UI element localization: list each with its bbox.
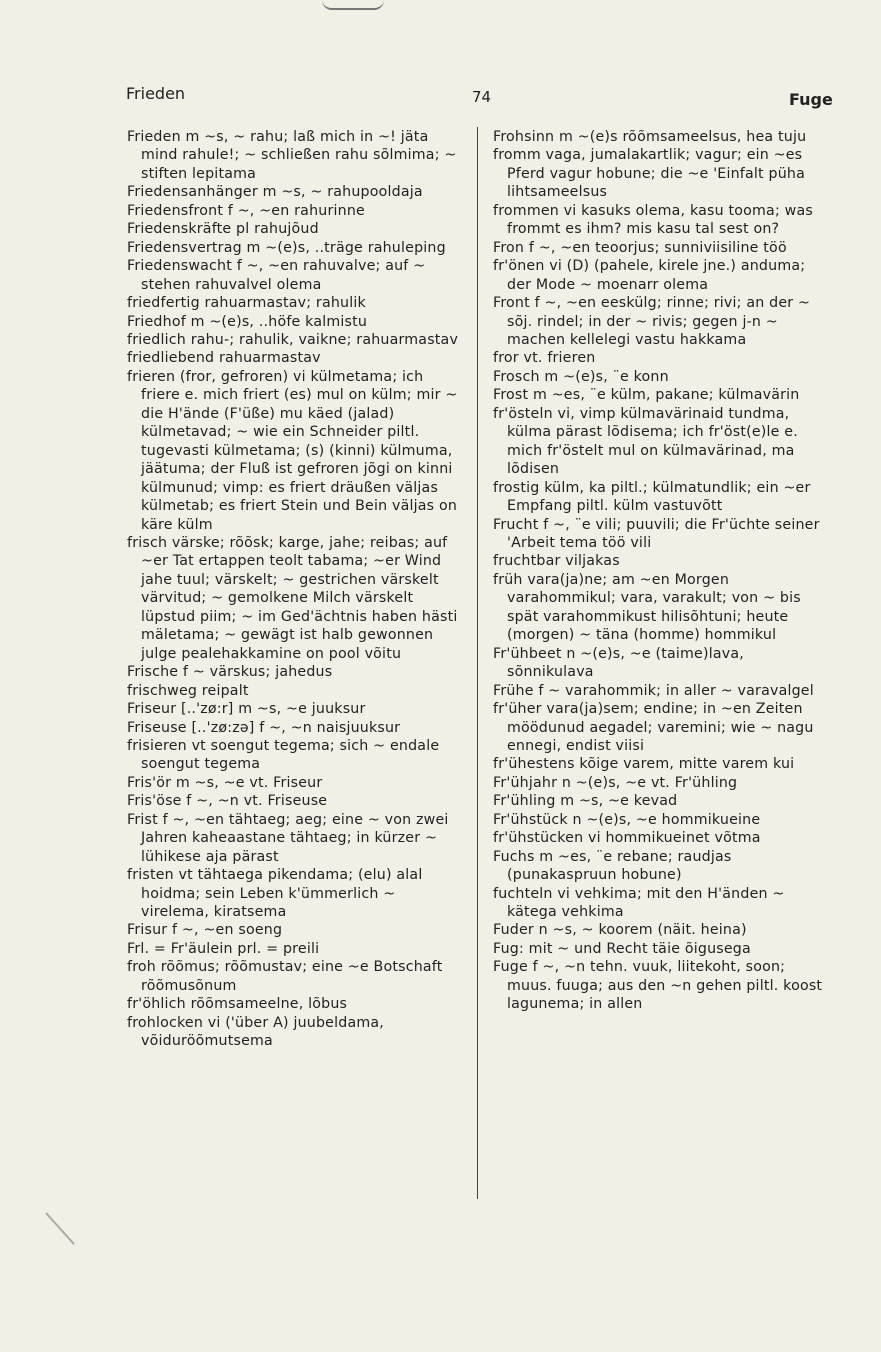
dictionary-entry: Friedenswacht f ~, ~en rahuvalve; auf ~ stehen rahuvalvel olema bbox=[127, 258, 426, 293]
dictionary-entry: fruchtbar viljakas bbox=[493, 553, 620, 570]
dictionary-entry: Frosch m ~(e)s, ¨e konn bbox=[493, 368, 669, 385]
dictionary-entry: Friedensvertrag m ~(e)s, ..träge rahuleping bbox=[127, 239, 446, 256]
dictionary-entry: froh rõõmus; rõõmustav; eine ~e Botschaft rõõmusõnum bbox=[127, 959, 443, 994]
dictionary-entry: Friseur [..'zø:r] m ~s, ~e juuksur bbox=[127, 701, 366, 718]
dictionary-entry: frohlocken vi ('über A) juubeldama, võiduröõmutsema bbox=[127, 1014, 384, 1050]
dictionary-entry: frischweg reipalt bbox=[127, 682, 249, 699]
dictionary-entry: fr'östeln vi, vimp külmavärinaid tundma, külma pärast lõdisema; ich fr'öst(e)le e. mich fr'östelt mul on külmavärinad, ma lõdisen bbox=[493, 405, 798, 478]
right-column bbox=[493, 128, 829, 1014]
dictionary-entry: Fuge f ~, ~n tehn. vuuk, liitekoht, soon; muus. fuuga; aus den ~n gehen piltl. koost lagunema; in allen bbox=[493, 959, 823, 1013]
corner-crease bbox=[45, 1212, 75, 1245]
dictionary-entry: Frische f ~ värskus; jahedus bbox=[127, 664, 333, 681]
dictionary-entry: Friseuse [..'zø:zə] f ~, ~n naisjuuksur bbox=[127, 719, 401, 736]
dictionary-entry: fristen vt tähtaega pikendama; (elu) alal hoidma; sein Leben k'ümmerlich ~ virelema, kiratsema bbox=[127, 867, 423, 921]
dictionary-entry: Fris'ör m ~s, ~e vt. Friseur bbox=[127, 774, 323, 791]
dictionary-entry: Fron f ~, ~en teoorjus; sunniviisiline töö bbox=[493, 239, 787, 256]
dictionary-entry: Frucht f ~, ¨e vili; puuvili; die Fr'üchte seiner 'Arbeit tema töö vili bbox=[493, 516, 820, 551]
dictionary-entry: früh vara(ja)ne; am ~en Morgen varahommikul; vara, varakult; von ~ bis spät varahommikust hilisõhtuni; heute (morgen) ~ täna (homme) hommikul bbox=[493, 571, 801, 644]
page-number: 74 bbox=[472, 88, 492, 106]
dictionary-entry: Frost m ~es, ¨e külm, pakane; külmavärin bbox=[493, 387, 800, 404]
header-last-word: Fuge bbox=[789, 90, 833, 109]
dictionary-entry: Fr'ühjahr n ~(e)s, ~e vt. Fr'ühling bbox=[493, 774, 738, 791]
top-decoration bbox=[322, 0, 384, 10]
dictionary-entry: Fris'öse f ~, ~n vt. Friseuse bbox=[127, 793, 328, 810]
dictionary-entry: Fug: mit ~ und Recht täie õigusega bbox=[493, 940, 751, 957]
dictionary-entry: frieren (fror, gefroren) vi külmetama; ich friere e. mich friert (es) mul on külm; mir ~ die H'ände (F'üße) mu käed (jalad) külmetavad; ~ wie ein Schneider piltl. tugevasti külmetama; (s) (kinni) külmuma, jäätuma; der Fluß ist gefroren jõgi on kinni külmunud; vimp: es friert dräußen väljas külmetab; es friert Stein und Bein väljas on käre külm bbox=[127, 368, 458, 533]
dictionary-entry: Frl. = Fr'äulein prl. = preili bbox=[127, 940, 320, 957]
dictionary-entry: Frisur f ~, ~en soeng bbox=[127, 922, 283, 939]
dictionary-entry: Friedensfront f ~, ~en rahurinne bbox=[127, 202, 365, 219]
dictionary-entry: frostig külm, ka piltl.; külmatundlik; ein ~er Empfang piltl. külm vastuvõtt bbox=[493, 479, 811, 515]
left-column bbox=[127, 128, 464, 1051]
dictionary-entry: frisch värske; rõõsk; karge, jahe; reibas; auf ~er Tat ertappen teolt tabama; ~er Wind jahe tuul; värskelt; ~ gestrichen värskelt värvitud; ~ gemolkene Milch värskelt lüpstud piim; ~ im Ged'ächtnis haben hästi mäletama; ~ gewägt ist halb gewonnen julge pealehakkamine on pool võitu bbox=[127, 534, 458, 662]
dictionary-entry: Frieden m ~s, ~ rahu; laß mich in ~! jäta mind rahule!; ~ schließen rahu sõlmima; ~ stiften lepitama bbox=[127, 129, 457, 182]
dictionary-entry: Fr'ühbeet n ~(e)s, ~e (taime)lava, sõnnikulava bbox=[493, 645, 744, 681]
dictionary-entry: Fr'ühstück n ~(e)s, ~e hommikueine bbox=[493, 811, 761, 828]
dictionary-entry: fr'önen vi (D) (pahele, kirele jne.) anduma; der Mode ~ moenarr olema bbox=[493, 258, 806, 293]
dictionary-entry: Friedensanhänger m ~s, ~ rahupooldaja bbox=[127, 184, 423, 201]
page-header bbox=[0, 82, 881, 112]
dictionary-entry: frisieren vt soengut tegema; sich ~ endale soengut tegema bbox=[127, 737, 440, 773]
dictionary-entry: fror vt. frieren bbox=[493, 350, 596, 367]
header-first-word: Frieden bbox=[126, 84, 186, 103]
dictionary-entry: fromm vaga, jumalakartlik; vagur; ein ~es Pferd vagur hobune; die ~e 'Einfalt püha lihtsameelsus bbox=[493, 147, 805, 201]
dictionary-entry: Frohsinn m ~(e)s rõõmsameelsus, hea tuju bbox=[493, 129, 807, 145]
dictionary-entry: Fuchs m ~es, ¨e rebane; raudjas (punakaspruun hobune) bbox=[493, 848, 732, 884]
dictionary-entry: fr'ühstücken vi hommikueinet võtma bbox=[493, 830, 761, 847]
dictionary-entry: friedlich rahu-; rahulik, vaikne; rahuarmastav bbox=[127, 331, 459, 348]
dictionary-entry: Fuder n ~s, ~ koorem (näit. heina) bbox=[493, 922, 747, 939]
dictionary-entry: Fr'ühling m ~s, ~e kevad bbox=[493, 793, 678, 810]
dictionary-entry: friedfertig rahuarmastav; rahulik bbox=[127, 295, 366, 312]
dictionary-entry: friedliebend rahuarmastav bbox=[127, 350, 321, 367]
dictionary-entry: frommen vi kasuks olema, kasu tooma; was frommt es ihm? mis kasu tal sest on? bbox=[493, 202, 813, 238]
dictionary-entry: Frist f ~, ~en tähtaeg; aeg; eine ~ von zwei Jahren kaheaastane tähtaeg; in kürzer ~ lühikese aja pärast bbox=[127, 811, 449, 865]
dictionary-entry: fr'üher vara(ja)sem; endine; in ~en Zeiten möödunud aegadel; varemini; wie ~ nagu ennegi, endist viisi bbox=[493, 701, 814, 754]
column-divider bbox=[477, 127, 478, 1199]
dictionary-entry: fuchteln vi vehkima; mit den H'änden ~ kätega vehkima bbox=[493, 885, 785, 921]
dictionary-entry: Front f ~, ~en eeskülg; rinne; rivi; an der ~ sõj. rindel; in der ~ rivis; gegen j-n ~ machen kellelegi vastu hakkama bbox=[493, 295, 811, 348]
dictionary-entry: Friedhof m ~(e)s, ..höfe kalmistu bbox=[127, 313, 368, 330]
dictionary-entry: fr'ühestens kõige varem, mitte varem kui bbox=[493, 756, 795, 773]
dictionary-entry: Frühe f ~ varahommik; in aller ~ varavalgel bbox=[493, 682, 814, 699]
dictionary-entry: Friedenskräfte pl rahujõud bbox=[127, 221, 319, 238]
dictionary-entry: fr'öhlich rõõmsameelne, lõbus bbox=[127, 996, 348, 1013]
